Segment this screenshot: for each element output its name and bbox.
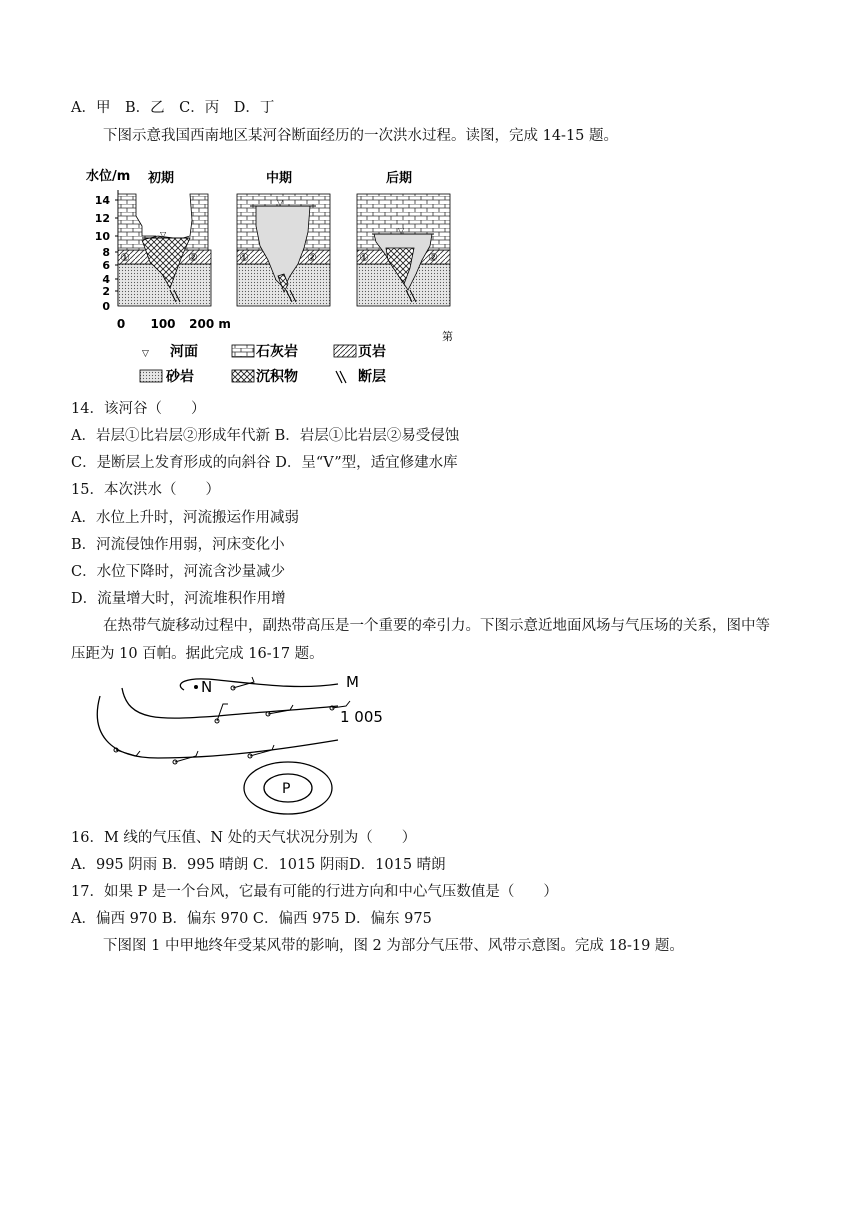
legend-label: 页岩 — [358, 344, 386, 360]
rock-label: ① — [239, 251, 249, 264]
panel-middle — [237, 170, 330, 306]
question-16: 16．M 线的气压值、N 处的天气状况分别为（ ） — [71, 830, 417, 846]
panel-late — [357, 170, 450, 306]
intro-16-17-line2: 压距为 10 百帕。据此完成 16-17 题。 — [71, 646, 324, 662]
x-tick: 200 m — [189, 317, 231, 331]
panel-title: 后期 — [386, 171, 413, 186]
panel-early — [118, 170, 211, 306]
river-surface-symbol: ▽ — [398, 226, 405, 235]
y-tick: 6 — [102, 259, 110, 272]
question-15: 15．本次洪水（ ） — [71, 482, 220, 498]
q14-options-ab: A．岩层①比岩层②形成年代新 B．岩层①比岩层②易受侵蚀 — [71, 428, 460, 444]
legend-label: 砂岩 — [166, 369, 194, 385]
rock-label: ① — [359, 251, 369, 264]
y-tick: 0 — [102, 300, 110, 313]
legend-label: 石灰岩 — [256, 344, 298, 360]
q15-option-b: B．河流侵蚀作用弱，河床变化小 — [71, 537, 285, 553]
q15-option-a: A．水位上升时，河流搬运作用减弱 — [71, 510, 299, 526]
q14-options-cd: C．是断层上发育形成的向斜谷 D．呈“V”型，适宜修建水库 — [71, 455, 458, 471]
question-17: 17．如果 P 是一个台风，它最有可能的行进方向和中心气压数值是（ ） — [71, 884, 558, 900]
panel-title: 初期 — [148, 171, 175, 186]
q15-option-d: D．流量增大时，河流堆积作用增 — [71, 591, 286, 607]
rock-label: ② — [428, 251, 438, 264]
isobar-wind-figure — [88, 668, 418, 816]
intro-18-19: 下图图 1 中甲地终年受某风带的影响，图 2 为部分气压带、风带示意图。完成 18-19 题。 — [103, 938, 684, 954]
river-surface-symbol: ▽ — [277, 198, 284, 207]
side-note: 第 — [442, 330, 453, 343]
rock-label: ② — [307, 251, 317, 264]
y-tick: 4 — [102, 273, 110, 286]
y-tick: 10 — [94, 230, 110, 243]
line-m-label: M — [346, 673, 359, 691]
intro-16-17-line1: 在热带气旋移动过程中，副热带高压是一个重要的牵引力。下图示意近地面风场与气压场的关系，图中等 — [103, 618, 770, 634]
rock-label: ② — [188, 251, 198, 264]
question-14: 14．该河谷（ ） — [71, 401, 206, 417]
panel-title: 中期 — [266, 171, 293, 186]
legend-label: 断层 — [358, 369, 386, 385]
q15-option-c: C．水位下降时，河流含沙量减少 — [71, 564, 286, 580]
x-tick: 100 — [150, 317, 176, 331]
valley-cross-section-figure — [70, 164, 490, 390]
svg-text:▽: ▽ — [142, 349, 149, 359]
q16-options: A．995 阴雨 B．995 晴朗 C．1015 阴雨D．1015 晴朗 — [71, 857, 446, 873]
point-n-label: N — [201, 678, 213, 696]
center-p-label: P — [282, 781, 291, 797]
y-tick: 8 — [102, 246, 110, 259]
river-surface-symbol: ▽ — [160, 230, 167, 239]
y-tick: 12 — [94, 212, 110, 225]
legend — [140, 343, 386, 385]
intro-14-15: 下图示意我国西南地区某河谷断面经历的一次洪水过程。读图，完成 14-15 题。 — [103, 128, 619, 144]
q17-options: A．偏西 970 B．偏东 970 C．偏西 975 D．偏东 975 — [71, 911, 432, 927]
q13-options: A．甲 B．乙 C．丙 D．丁 — [71, 100, 275, 116]
y-axis-label: 水位/m — [86, 169, 131, 184]
legend-label: 河面 — [170, 344, 198, 360]
isobar-value-label: 1 005 — [340, 708, 383, 726]
y-tick: 14 — [94, 194, 110, 207]
y-tick: 2 — [102, 285, 110, 298]
legend-label: 沉积物 — [256, 369, 298, 385]
rock-label: ① — [120, 251, 130, 264]
x-tick: 0 — [116, 317, 126, 331]
